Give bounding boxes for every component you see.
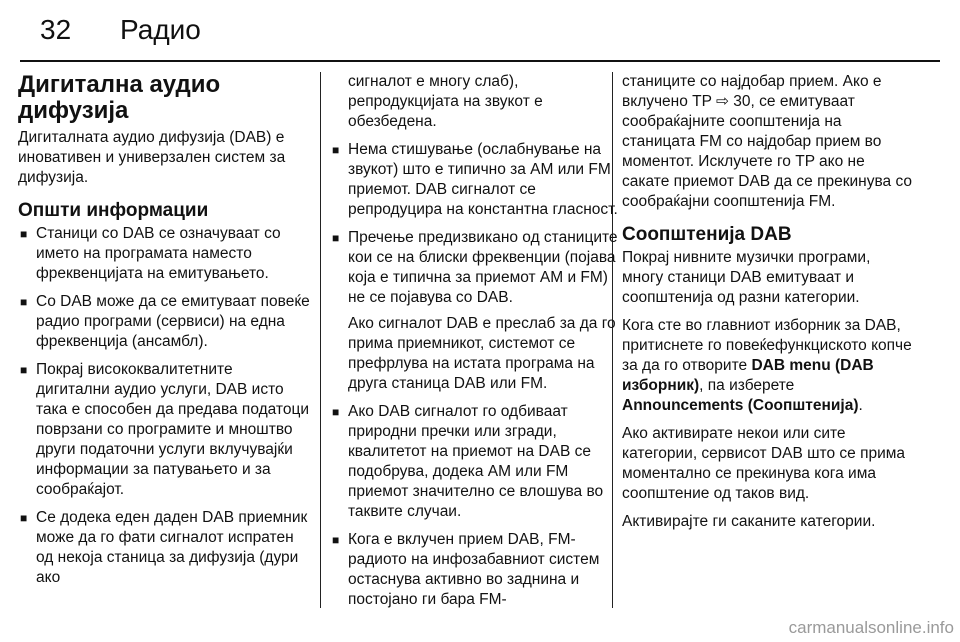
continuation-text: станиците со најдобар прием. Ако е вклучено TP ⇨ 30, се емитуваат сообраќајните соопштенија на станицата FM со најдобар прием во моментот. Исклучете го TP ако не сакате приемот DAB да се прекинува со сообраќајни соопштенија FM. bbox=[622, 73, 912, 210]
bullet-icon: ■ bbox=[20, 227, 28, 241]
list-item bbox=[330, 140, 622, 220]
bullet-list bbox=[330, 140, 622, 308]
list-item bbox=[330, 228, 622, 308]
subheading-announcements: Соопштенија DAB bbox=[622, 224, 792, 245]
sub-paragraph: Ако сигналот DAB е преслаб за да го прима приемникот, системот се префрлува на истата програма на друга станица DAB или FM. bbox=[348, 315, 616, 392]
heading-dab: Дигитална аудио дифузија bbox=[18, 71, 221, 124]
bullet-list bbox=[18, 224, 310, 588]
column-2 bbox=[330, 72, 622, 618]
bullet-icon: ■ bbox=[332, 143, 340, 157]
list-item-text: Станици со DAB се означуваат со името на програмата наместо фреквенцијата на емитувањето. bbox=[36, 225, 281, 282]
instruction-paragraph: Кога сте во главниот изборник за DAB, притиснете го повеќефункциското копче за да го отворите DAB menu (DAB изборник), па изберете Announcements (Соопштенија). bbox=[622, 317, 912, 414]
list-item-text: Ако DAB сигналот го одбиваат природни пречки или згради, квалитетот на приемот на DAB се подобрува, додека AM или FM приемот значително се влошува во таквите случаи. bbox=[348, 403, 604, 520]
watermark: carmanualsonline.info bbox=[788, 618, 954, 637]
list-item bbox=[18, 224, 310, 284]
list-item-text: Со DAB може да се емитуваат повеќе радио програми (сервиси) на една фреквенција (ансамбл). bbox=[36, 293, 310, 350]
intro-paragraph: Дигиталната аудио дифузија (DAB) е иновативен и универзален систем за дифузија. bbox=[18, 129, 286, 186]
list-item-text: Пречење предизвикано од станиците кои се на блиски фреквенции (појава која е типична за приемот AM и FM) не се појавува со DAB. bbox=[348, 229, 618, 306]
list-item bbox=[18, 360, 310, 500]
bullet-icon: ■ bbox=[332, 231, 340, 245]
menu-name-dab-menu: DAB menu (DAB изборник) bbox=[622, 357, 874, 394]
bullet-icon: ■ bbox=[20, 363, 28, 377]
list-item bbox=[18, 508, 310, 588]
bullet-icon: ■ bbox=[332, 405, 340, 419]
subheading-general-info: Општи информации bbox=[18, 200, 209, 221]
list-item-text: Нема стишување (ослабнување на звукот) што е типично за AM или FM приемот. DAB сигналот се репродуцира на константна гласност. bbox=[348, 141, 618, 218]
column-1 bbox=[18, 72, 310, 596]
paragraph: Активирајте ги саканите категории. bbox=[622, 513, 876, 530]
list-item-text: Кога е вклучен прием DAB, FM-радиото на инфозабавниот систем остаснува активно во заднина и постојано ги бара FM- bbox=[348, 531, 600, 608]
bullet-icon: ■ bbox=[20, 511, 28, 525]
continuation-text: сигналот е многу слаб), репродукцијата на звукот е обезбедена. bbox=[348, 73, 543, 130]
list-item-text: Се додека еден даден DAB приемник може да го фати сигналот испратен од некоја станица за дифузија (дури ако bbox=[36, 509, 308, 586]
bullet-icon: ■ bbox=[20, 295, 28, 309]
list-item-text: Покрај висококвалитетните дигитални аудио услуги, DAB исто така е способен да предава податоци поврзани со програмите и мноштво други податочни услуги вклучувајќи информации за патувањето и за сообраќајот. bbox=[36, 361, 310, 498]
paragraph: Покрај нивните музички програми, многу станици DAB емитуваат и соопштенија од разни категории. bbox=[622, 249, 871, 306]
page-number: 32 bbox=[40, 14, 72, 45]
list-item bbox=[330, 530, 622, 610]
list-item bbox=[18, 292, 310, 352]
section-title: Радио bbox=[120, 14, 201, 45]
column-3 bbox=[622, 72, 914, 540]
list-item bbox=[330, 402, 622, 522]
bullet-list bbox=[330, 402, 622, 610]
column-divider bbox=[320, 72, 321, 608]
paragraph: Ако активирате некои или сите категории, сервисот DAB што се прима моментално се прекинува кога има соопштение од таков вид. bbox=[622, 425, 906, 502]
page-header bbox=[40, 14, 920, 54]
menu-name-announcements: Announcements (Соопштенија) bbox=[622, 397, 859, 414]
bullet-icon: ■ bbox=[332, 533, 340, 547]
header-rule bbox=[20, 60, 940, 62]
